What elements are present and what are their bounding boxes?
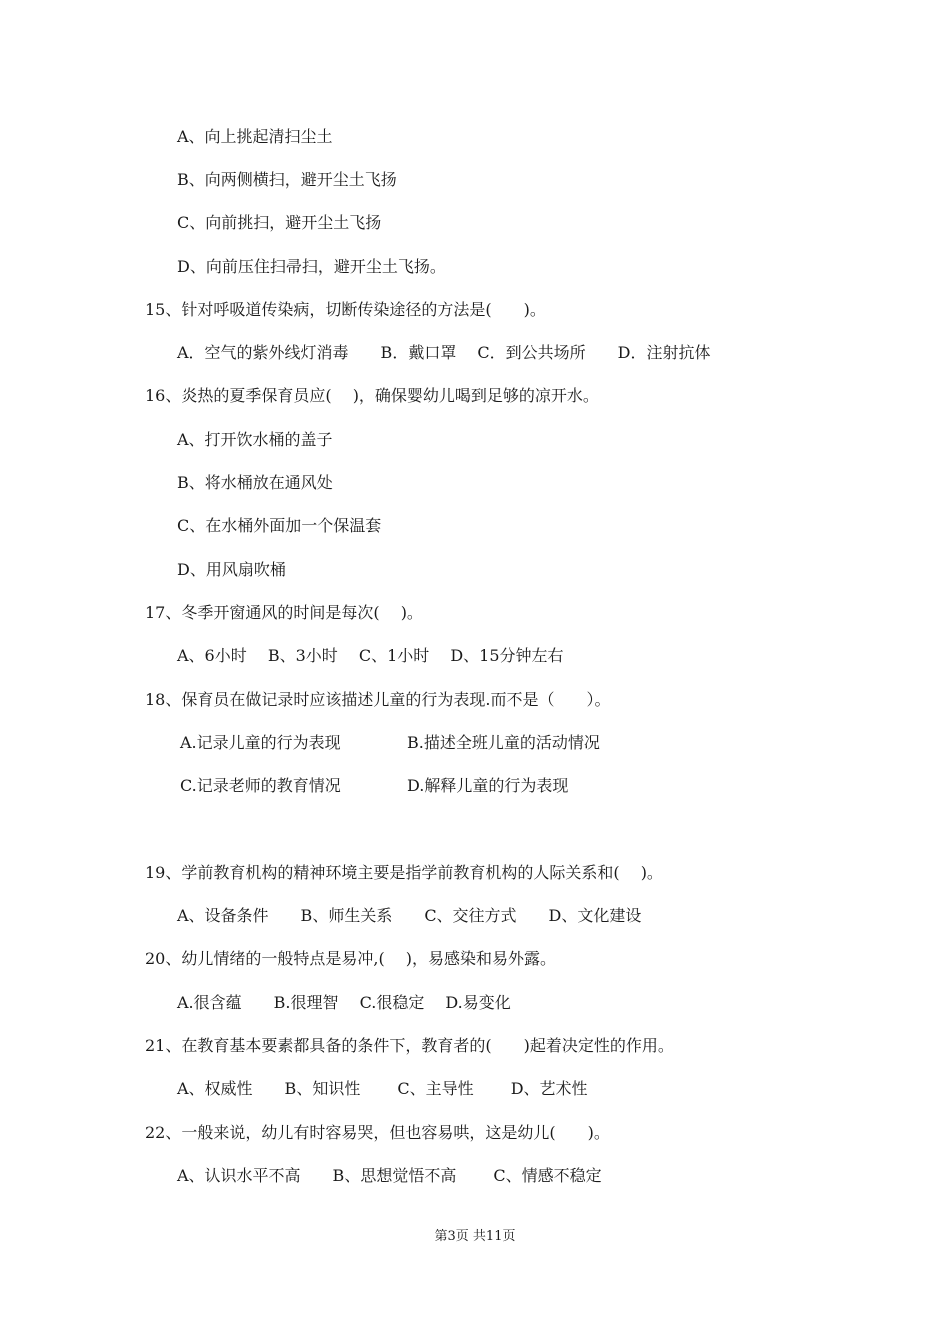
q18-option-b: B.描述全班儿童的活动情况 — [407, 733, 600, 752]
q21-options: A、权威性 B、知识性 C、主导性 D、艺术性 — [177, 1079, 588, 1098]
q14-option-c: C、向前挑扫，避开尘土飞扬 — [177, 213, 382, 232]
q18-question: 18、保育员在做记录时应该描述儿童的行为表现.而不是（ ）。 — [145, 690, 611, 709]
q14-option-d: D、向前压住扫帚扫，避开尘土飞扬。 — [177, 257, 446, 276]
q16-question: 16、炎热的夏季保育员应( )，确保婴幼儿喝到足够的凉开水。 — [145, 386, 599, 405]
q14-option-b: B、向两侧横扫，避开尘土飞扬 — [177, 170, 397, 189]
q16-option-b: B、将水桶放在通风处 — [177, 473, 333, 492]
q16-option-c: C、在水桶外面加一个保温套 — [177, 516, 382, 535]
q20-question: 20、幼儿情绪的一般特点是易冲,( )，易感染和易外露。 — [145, 949, 557, 968]
q21-question: 21、在教育基本要素都具备的条件下，教育者的( )起着决定性的作用。 — [145, 1036, 674, 1055]
q16-option-a: A、打开饮水桶的盖子 — [177, 430, 333, 449]
q18-option-a: A.记录儿童的行为表现 — [180, 733, 341, 752]
q22-options: A、认识水平不高 B、思想觉悟不高 C、情感不稳定 — [177, 1166, 602, 1185]
q17-options: A、6小时 B、3小时 C、1小时 D、15分钟左右 — [177, 646, 564, 665]
q17-question: 17、冬季开窗通风的时间是每次( )。 — [145, 603, 423, 622]
page-number: 第3页 共11页 — [434, 1229, 516, 1244]
q16-option-d: D、用风扇吹桶 — [177, 560, 286, 579]
q22-question: 22、一般来说，幼儿有时容易哭，但也容易哄，这是幼儿( )。 — [145, 1123, 610, 1142]
q15-options: A．空气的紫外线灯消毒 B．戴口罩 C．到公共场所 D．注射抗体 — [177, 343, 711, 362]
q18-option-d: D.解释儿童的行为表现 — [407, 776, 569, 795]
q18-option-c: C.记录老师的教育情况 — [180, 776, 341, 795]
q19-options: A、设备条件 B、师生关系 C、交往方式 D、文化建设 — [177, 906, 642, 925]
q14-option-a: A、向上挑起清扫尘土 — [177, 127, 333, 146]
q15-question: 15、针对呼吸道传染病，切断传染途径的方法是( )。 — [145, 300, 546, 319]
q20-options: A.很含蕴 B.很理智 C.很稳定 D.易变化 — [177, 993, 511, 1012]
q19-question: 19、学前教育机构的精神环境主要是指学前教育机构的人际关系和( )。 — [145, 863, 663, 882]
